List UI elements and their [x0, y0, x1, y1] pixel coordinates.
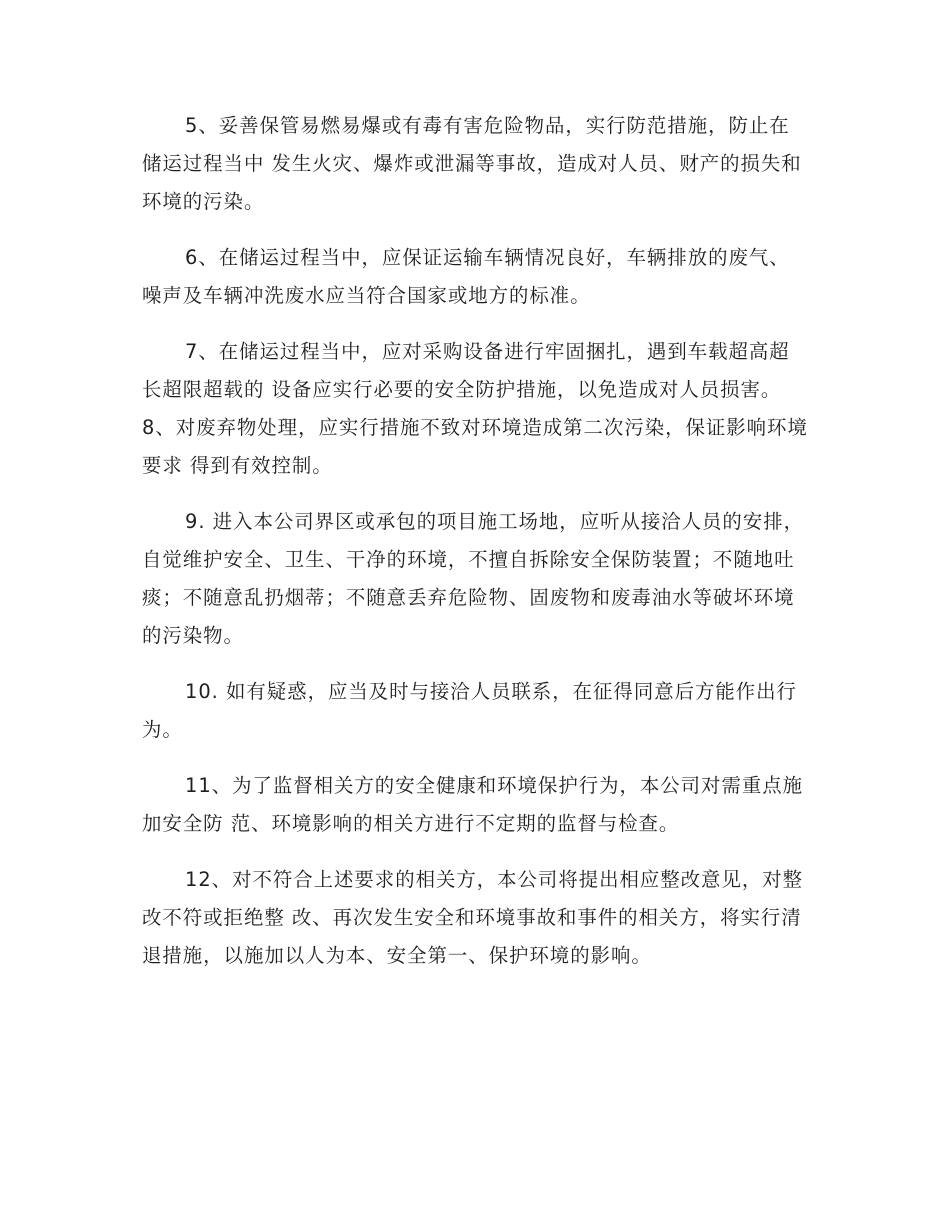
- paragraph-11-supervision: 11、为了监督相关方的安全健康和环境保护行为，本公司对需重点施加安全防 范、环境影响的相关方进行不定期的监督与检查。: [142, 774, 804, 835]
- paragraph-9-site-rules: 9. 进入本公司界区或承包的项目施工场地，应听从接洽人员的安排，自觉维护安全、卫生、干净的环境，不擅自拆除安全保防装置；不随地吐痰；不随意乱扔烟蒂；不随意丢弃危险物、固废物和废毒油水等破坏环境的污染物。: [142, 510, 804, 647]
- document-body: [142, 107, 810, 993]
- paragraph-5-hazardous-materials: 5、妥善保管易燃易爆或有毒有害危险物品，实行防范措施，防止在储运过程当中 发生火灾、爆炸或泄漏等事故，造成对人员、财产的损失和环境的污染。: [142, 114, 802, 213]
- paragraph-12-rectification: 12、对不符合上述要求的相关方，本公司将提出相应整改意见，对整改不符或拒绝整 改、再次发生安全和环境事故和事件的相关方，将实行清退措施，以施加以人为本、安全第一、保护环境的影响。: [142, 868, 804, 967]
- paragraph-6-transport-vehicles: 6、在储运过程当中，应保证运输车辆情况良好，车辆排放的废气、噪声及车辆冲洗废水应当符合国家或地方的标准。: [142, 246, 790, 307]
- paragraph-7-8-equipment-and-waste: 7、在储运过程当中，应对采购设备进行牢固捆扎，遇到车载超高超长超限超载的 设备应实行必要的安全防护措施，以免造成对人员损害。8、对废弃物处理，应实行措施不致对环境造成第二次污染，保证影响环境要求 得到有效控制。: [142, 340, 808, 477]
- paragraph-10-contact: 10. 如有疑惑，应当及时与接洽人员联系，在征得同意后方能作出行为。: [142, 680, 797, 741]
